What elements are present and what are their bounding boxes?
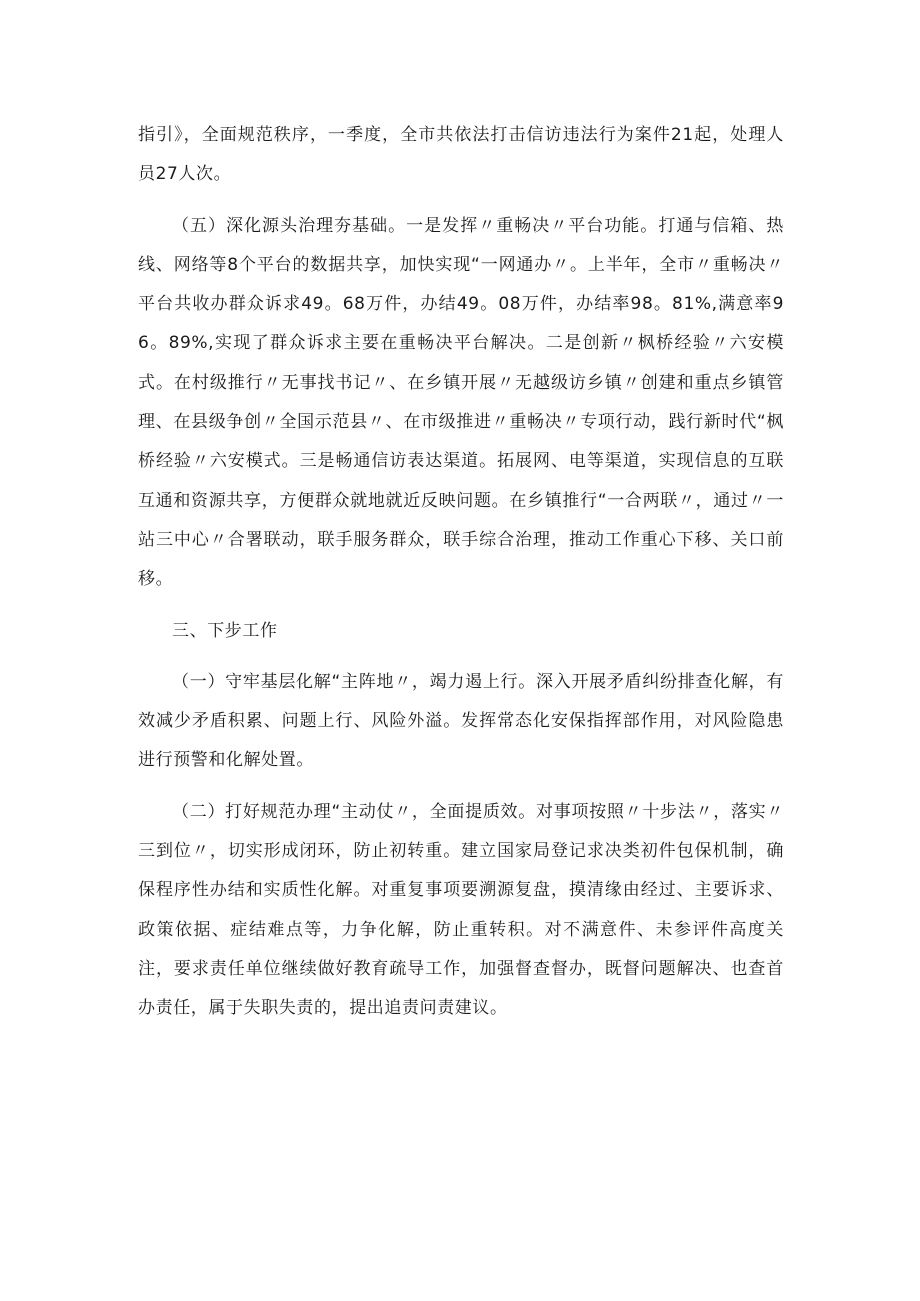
paragraph-gap: [138, 781, 784, 793]
paragraph-grassroots-resolution: （一）守牢基层化解“主阵地〃，竭力遏上行。深入开展矛盾纠纷排查化解，有效减少矛盾积累、问题上行、风险外溢。发挥常态化安保指挥部作用，对风险隐患进行预警和化解处置。: [138, 671, 784, 771]
paragraph-source-governance: （五）深化源头治理夯基础。一是发挥〃重畅决〃平台功能。打通与信箱、热线、网络等8个平台的数据共享，加快实现“一网通办〃。上半年，全市〃重畅决〃平台共收办群众诉求49。68万件，办结49。08万件，办结率98。81%,满意率96。89%,实现了群众诉求主要在重畅决平台解决。二是创新〃枫桥经验〃六安模式。在村级推行〃无事找书记〃、在乡镇开展〃无越级访乡镇〃创建和重点乡镇管理、在县级争创〃全国示范县〃、在市级推进〃重畅决〃专项行动，践行新时代“枫桥经验〃六安模式。三是畅通信访表达渠道。拓展网、电等渠道，实现信息的互联互通和资源共享，方便群众就地就近反映问题。在乡镇推行“一合两联〃，通过〃一站三中心〃合署联动，联手服务群众，联手综合治理，推动工作重心下移、关口前移。: [138, 215, 784, 590]
paragraph-continued: 指引》，全面规范秩序，一季度，全市共依法打击信访违法行为案件21起，处理人员27人次。: [138, 125, 784, 185]
section-heading-next-steps: 三、下步工作: [172, 620, 278, 641]
paragraph-standard-handling: （二）打好规范办理“主动仗〃，全面提质效。对事项按照〃十步法〃，落实〃三到位〃，切实形成闭环，防止初转重。建立国家局登记求决类初件包保机制，确保程序性办结和实质性化解。对重复事项要溯源复盘，摸清缘由经过、主要诉求、政策依据、症结难点等，力争化解，防止重转积。对不满意件、未参评件高度关注，要求责任单位继续做好教育疏导工作，加强督查督办，既督问题解决、也查首办责任，属于失职失责的，提出追责问责建议。: [138, 801, 784, 1019]
paragraph-gap: [138, 600, 784, 612]
document-body: [138, 116, 784, 1029]
paragraph-gap: [138, 651, 784, 663]
paragraph-gap: [138, 195, 784, 207]
